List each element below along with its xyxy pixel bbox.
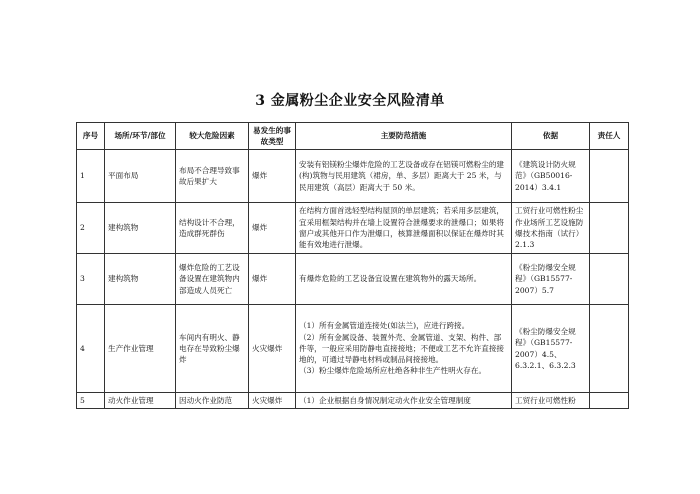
table-row: [77, 203, 629, 254]
cell-area: 建构筑物: [105, 203, 176, 254]
header-no: 序号: [77, 123, 105, 150]
measure-text: （1）企业根据自身情况制定动火作业安全管理制度: [299, 396, 471, 405]
cell-factor: 爆炸危险的工艺设备设置在建筑物内部造成人员死亡: [176, 254, 249, 305]
cell-area: 建构筑物: [105, 254, 176, 305]
cell-measures: [296, 150, 512, 203]
measure-text: 有爆炸危险的工艺设备宜设置在建筑物外的露天场所。: [299, 274, 482, 284]
cell-area: 动火作业管理: [105, 393, 176, 409]
cell-no: 4: [77, 305, 105, 393]
cell-factor: 因动火作业防范: [176, 393, 249, 409]
page-title: 3 金属粉尘企业安全风险清单: [255, 93, 445, 109]
cell-area: 平面布局: [105, 150, 176, 203]
cell-owner: [590, 254, 629, 305]
measure-text: （3）粉尘爆炸危险场所应杜绝各种非生产性明火存在。: [299, 366, 487, 376]
cell-owner: [590, 305, 629, 393]
header-factor: 较大危险因素: [176, 123, 249, 150]
cell-no: 5: [77, 393, 105, 409]
cell-no: 3: [77, 254, 105, 305]
cell-basis: 《粉尘防爆安全规程》（GB15577-2007）4.5、6.3.2.1、6.3.2.3: [512, 305, 590, 393]
table-row: [77, 393, 629, 409]
cell-owner: [590, 150, 629, 203]
cell-type: 爆炸: [249, 150, 296, 203]
cell-measures: [296, 305, 512, 393]
cell-owner: [590, 203, 629, 254]
table-row: [77, 305, 629, 393]
cell-no: 1: [77, 150, 105, 203]
header-type: 易发生的事故类型: [249, 123, 296, 150]
cell-owner: [590, 393, 629, 409]
measure-text: （1）所有金属管道连接处(如法兰)，应进行跨接。: [299, 321, 470, 331]
cell-basis: 工贸行业可燃性粉: [512, 393, 590, 409]
cell-type: 爆炸: [249, 203, 296, 254]
cell-measures: [296, 203, 512, 254]
measure-text: （2）所有金属设备、装置外壳、金属管道、支架、构件、部件等，一般应采用防静电直接接地；不便或工艺不允许直接接地的，可通过导静电材料或制品间接接地。: [299, 332, 505, 365]
cell-basis: 工贸行业可燃性粉尘作业场所工艺设施防爆技术指南（试行）2.1.3: [512, 203, 590, 254]
header-basis: 依据: [512, 123, 590, 150]
cell-basis: 《建筑设计防火规范》（GB50016-2014）3.4.1: [512, 150, 590, 203]
header-owner: 责任人: [590, 123, 629, 150]
cell-area: 生产作业管理: [105, 305, 176, 393]
table-header-row: [77, 123, 629, 150]
table-row: [77, 254, 629, 305]
table-row: [77, 150, 629, 203]
header-measures: 主要防范措施: [296, 123, 512, 150]
cell-no: 2: [77, 203, 105, 254]
measure-text: 在结构方面首选轻型结构屋顶的单层建筑；若采用多层建筑，宜采用框架结构并在墙上设置符合泄爆要求的泄爆口；如果将窗户或其他开口作为泄爆口，核算泄爆面积以保证在爆炸时其能有效地进行泄爆。: [299, 206, 505, 250]
cell-measures: [296, 254, 512, 305]
cell-basis: 《粉尘防爆安全规程》（GB15577-2007）5.7: [512, 254, 590, 305]
measure-text: 安装有铝镁粉尘爆炸危险的工艺设备或存在铝镁可燃粉尘的建(构)筑物与民用建筑（裙房，单、多层）距离大于 25 米，与民用建筑（高层）距离大于 50 米。: [299, 160, 505, 192]
header-area: 场所/环节/部位: [105, 123, 176, 150]
cell-factor: 结构设计不合理，造成群死群伤: [176, 203, 249, 254]
cell-type: 火灾爆炸: [249, 393, 296, 409]
cell-factor: 布局不合理导致事故后果扩大: [176, 150, 249, 203]
cell-measures: [296, 393, 512, 409]
cell-type: 爆炸: [249, 254, 296, 305]
risk-table: [76, 122, 629, 409]
cell-type: 火灾爆炸: [249, 305, 296, 393]
cell-factor: 车间内有明火、静电存在导致粉尘爆炸: [176, 305, 249, 393]
